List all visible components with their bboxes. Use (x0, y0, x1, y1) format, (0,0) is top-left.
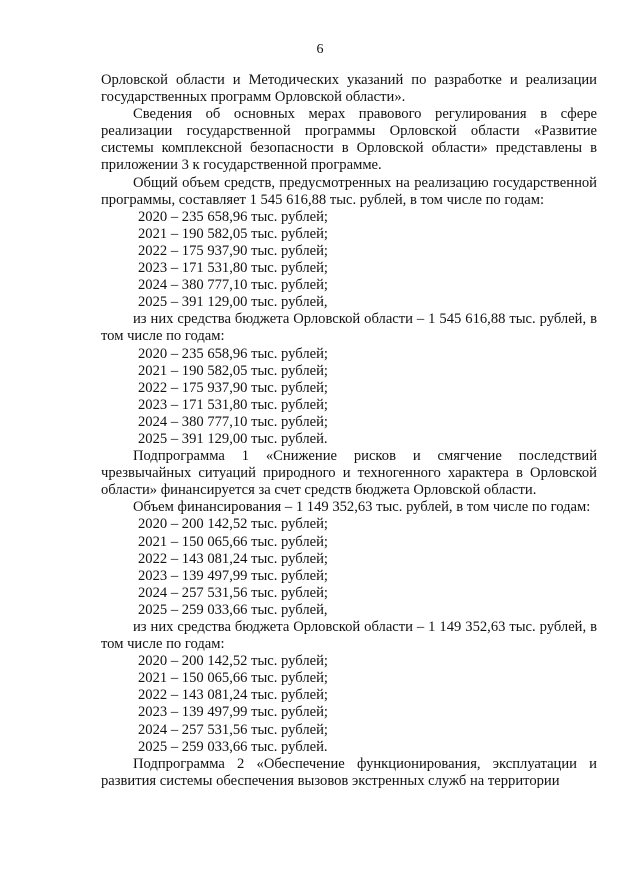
funding-year-line: 2024 – 257 531,56 тыс. рублей; (138, 721, 328, 738)
funding-year-line: 2022 – 143 081,24 тыс. рублей; (138, 550, 328, 567)
funding-year-line: 2021 – 150 065,66 тыс. рублей; (138, 670, 328, 687)
funding-year-line: 2023 – 139 497,99 тыс. рублей; (138, 567, 328, 584)
funding-year-line: 2021 – 150 065,66 тыс. рублей; (138, 533, 328, 550)
funding-year-line: 2025 – 259 033,66 тыс. рублей, (138, 601, 328, 618)
paragraph: Подпрограмма 1 «Снижение рисков и смягчение последствий чрезвычайных ситуаций природного и техногенного характера в Орловской области» финансируется за счет средств бюджета Орловской области. (101, 448, 597, 499)
funding-year-line: 2022 – 175 937,90 тыс. рублей; (138, 242, 328, 259)
funding-year-line: 2022 – 143 081,24 тыс. рублей; (138, 687, 328, 704)
funding-year-line: 2020 – 200 142,52 тыс. рублей; (138, 653, 328, 670)
funding-year-line: 2024 – 380 777,10 тыс. рублей; (138, 277, 328, 294)
paragraph: из них средства бюджета Орловской области – 1 149 352,63 тыс. рублей, в том числе по годам: (101, 619, 597, 653)
paragraph: Орловской области и Методических указаний по разработке и реализации государственных программ Орловской области». (101, 72, 597, 106)
funding-year-line: 2023 – 171 531,80 тыс. рублей; (138, 260, 328, 277)
page-number: 6 (316, 42, 324, 57)
funding-year-line: 2020 – 235 658,96 тыс. рублей; (138, 208, 328, 225)
paragraph: из них средства бюджета Орловской области – 1 545 616,88 тыс. рублей, в том числе по годам: (101, 311, 597, 345)
funding-year-line: 2025 – 259 033,66 тыс. рублей. (138, 738, 328, 755)
funding-year-line: 2023 – 139 497,99 тыс. рублей; (138, 704, 328, 721)
funding-year-line: 2022 – 175 937,90 тыс. рублей; (138, 379, 328, 396)
funding-year-line: 2023 – 171 531,80 тыс. рублей; (138, 396, 328, 413)
funding-year-line: 2025 – 391 129,00 тыс. рублей, (138, 294, 328, 311)
funding-year-line: 2021 – 190 582,05 тыс. рублей; (138, 362, 328, 379)
paragraph: Сведения об основных мерах правового регулирования в сфере реализации государственной программы Орловской области «Развитие системы комплексной безопасности в Орловской области» представлены в приложении 3 к государственной программе. (101, 106, 597, 174)
paragraph: Подпрограмма 2 «Обеспечение функционирования, эксплуатации и развития системы обеспечения вызовов экстренных служб на территории (101, 755, 597, 789)
funding-year-line: 2021 – 190 582,05 тыс. рублей; (138, 225, 328, 242)
funding-year-line: 2020 – 235 658,96 тыс. рублей; (138, 345, 328, 362)
funding-year-line: 2025 – 391 129,00 тыс. рублей. (138, 430, 328, 447)
funding-year-line: 2024 – 257 531,56 тыс. рублей; (138, 584, 328, 601)
document-body (101, 72, 597, 790)
funding-year-line: 2020 – 200 142,52 тыс. рублей; (138, 516, 328, 533)
paragraph: Общий объем средств, предусмотренных на реализацию государственной программы, составляет 1 545 616,88 тыс. рублей, в том числе по годам: (101, 174, 597, 208)
paragraph: Объем финансирования – 1 149 352,63 тыс. рублей, в том числе по годам: (133, 499, 591, 516)
funding-year-line: 2024 – 380 777,10 тыс. рублей; (138, 413, 328, 430)
